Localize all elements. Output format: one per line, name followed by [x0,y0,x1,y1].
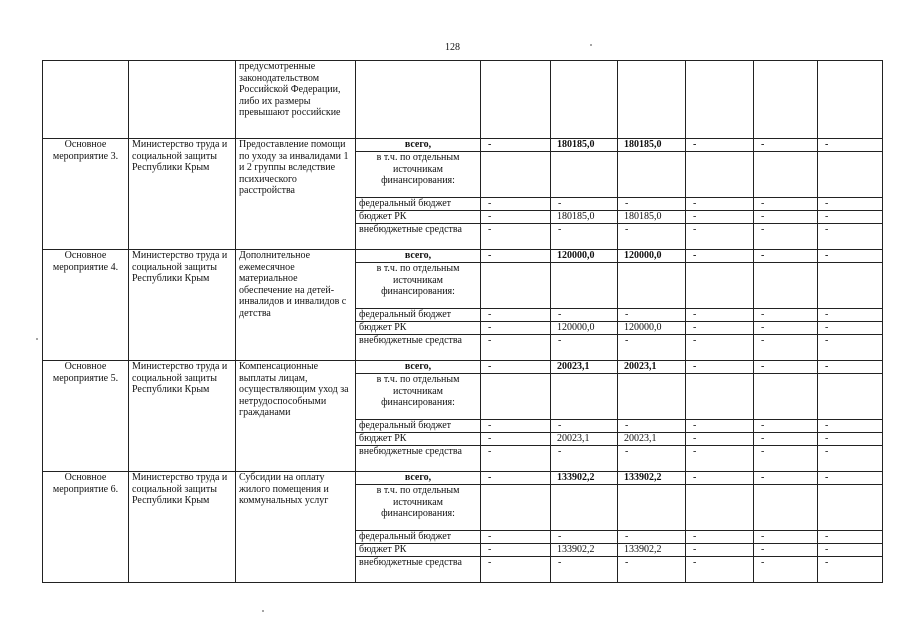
amount-cell [618,472,686,485]
amount-cell [818,211,883,224]
amount-cell [818,472,883,485]
empty-cell [618,152,686,198]
amount-cell [754,139,818,152]
financing-table [42,60,883,583]
amount-cell [551,309,618,322]
amount-cell [686,472,754,485]
amount-cell [551,322,618,335]
amount-cell [686,335,754,361]
source-label: федеральный бюджет [356,309,481,322]
amount-cell [686,322,754,335]
amount-value: - [761,224,765,235]
amount-value: - [625,557,629,568]
source-label: в т.ч. по отдельным источникам финансирования: [356,263,481,309]
amount-cell [754,433,818,446]
empty-cell [818,374,883,420]
amount-cell [481,557,551,583]
amount-value: - [825,557,829,568]
amount-cell [754,250,818,263]
amount-value: - [825,139,829,150]
amount-cell [818,433,883,446]
amount-value: - [825,446,829,457]
amount-cell [818,139,883,152]
amount-value: - [693,250,697,261]
source-row-total [43,139,883,152]
source-label: федеральный бюджет [356,420,481,433]
source-label: внебюджетные средства [356,446,481,472]
amount-cell [818,198,883,211]
amount-value: - [761,531,765,542]
amount-value: - [488,322,492,333]
empty-cell [754,374,818,420]
scan-speck [262,610,264,612]
amount-value: - [761,361,765,372]
amount-value: - [558,224,562,235]
amount-value: 120000,0 [624,250,662,261]
amount-cell [481,433,551,446]
amount-cell [551,544,618,557]
amount-value: 133902,2 [624,544,662,555]
amount-cell [686,544,754,557]
amount-value: 180185,0 [624,139,662,150]
empty-cell [686,152,754,198]
amount-value: - [625,420,629,431]
amount-cell [618,420,686,433]
amount-value: 133902,2 [557,472,595,483]
empty-cell [551,485,618,531]
amount-value: - [693,544,697,555]
amount-value: 180185,0 [557,211,595,222]
source-label: бюджет РК [356,211,481,224]
source-label: всего, [356,361,481,374]
amount-value: - [693,198,697,209]
amount-value: - [693,446,697,457]
amount-value: - [488,420,492,431]
amount-value: - [761,472,765,483]
amount-cell [551,224,618,250]
amount-cell [551,531,618,544]
amount-value: - [488,211,492,222]
amount-cell [754,557,818,583]
amount-value: - [761,139,765,150]
amount-cell [618,361,686,374]
amount-cell [754,544,818,557]
amount-value: - [761,557,765,568]
activity-executor: Министерство труда и социальной защиты Республики Крым [129,472,236,583]
executor-cell [129,61,236,139]
source-label: внебюджетные средства [356,335,481,361]
amount-cell [618,531,686,544]
amount-cell [618,433,686,446]
empty-cell [818,263,883,309]
amount-cell [618,544,686,557]
amount-value: - [693,211,697,222]
source-label: федеральный бюджет [356,198,481,211]
amount-cell [818,224,883,250]
amount-cell [481,224,551,250]
amount-value: - [693,224,697,235]
amount-value: 20023,1 [624,361,657,372]
amount-cell [686,446,754,472]
amount-value: - [488,433,492,444]
amount-value: - [488,544,492,555]
amount-cell [481,446,551,472]
amount-value: - [825,224,829,235]
amount-cell [618,139,686,152]
empty-cell [481,485,551,531]
amount-value: - [625,335,629,346]
empty-cell [618,485,686,531]
amount-value: - [761,211,765,222]
amount-cell [481,335,551,361]
amount-cell [818,250,883,263]
amount-cell [754,335,818,361]
amount-value: - [488,309,492,320]
amount-value: - [825,198,829,209]
amount-value: 120000,0 [624,322,662,333]
amount-value: - [488,446,492,457]
amount-value: 120000,0 [557,322,595,333]
amount-value: - [825,335,829,346]
empty-cell [818,485,883,531]
activity-description: Предоставление помощи по уходу за инвалидами 1 и 2 группы вследствие психического расстройства [236,139,356,250]
source-label: федеральный бюджет [356,531,481,544]
amount-cell [754,531,818,544]
empty-cell [481,152,551,198]
amount-value: - [693,433,697,444]
amount-cell [551,211,618,224]
amount-value: 133902,2 [557,544,595,555]
amount-value: - [488,250,492,261]
amount-cell [686,250,754,263]
amount-cell [754,211,818,224]
amount-value: - [825,420,829,431]
activity-executor: Министерство труда и социальной защиты Республики Крым [129,361,236,472]
amount-cell [481,361,551,374]
amount-value: - [761,250,765,261]
amount-value: - [825,531,829,542]
amount-cell [818,322,883,335]
empty-cell [618,263,686,309]
amount-value: - [825,309,829,320]
amount-cell [686,557,754,583]
amount-cell [481,544,551,557]
empty-cell [481,374,551,420]
amount-cell [481,309,551,322]
amount-cell [754,309,818,322]
activity-description: Дополнительное ежемесячное материальное обеспечение на детей-инвалидов и инвалидов с детства [236,250,356,361]
empty-cell [818,152,883,198]
empty-cell [686,374,754,420]
amount-cell [618,309,686,322]
amount-cell [818,557,883,583]
amount-cell [686,531,754,544]
amount-cell [754,420,818,433]
amount-cell [618,224,686,250]
amount-value: - [488,361,492,372]
activity-name-cell [43,61,129,139]
amount-value: 180185,0 [557,139,595,150]
amount-cell [618,322,686,335]
amount-value: - [558,420,562,431]
amount-value: - [825,250,829,261]
amount-value: - [625,198,629,209]
amount-cell [618,335,686,361]
amount-value: - [825,433,829,444]
amount-cell [686,361,754,374]
source-label: бюджет РК [356,544,481,557]
amount-value: - [558,557,562,568]
amount-value: - [625,224,629,235]
activity-executor: Министерство труда и социальной защиты Республики Крым [129,139,236,250]
amount-value: - [558,531,562,542]
empty-cell [551,152,618,198]
empty-cell [481,263,551,309]
amount-value: - [558,335,562,346]
amount-cell [754,472,818,485]
amount-value: 20023,1 [557,361,590,372]
continuation-row [43,61,883,139]
source-label: в т.ч. по отдельным источникам финансирования: [356,152,481,198]
amount-value: - [625,309,629,320]
empty-cell [754,152,818,198]
amount-value: - [825,472,829,483]
empty-cell [686,485,754,531]
amount-cell [754,224,818,250]
empty-cell [754,263,818,309]
amount-cell [481,420,551,433]
amount-value: - [488,224,492,235]
amount-value: - [693,361,697,372]
amount-value: - [488,139,492,150]
amount-value: - [693,557,697,568]
amount-cell [481,250,551,263]
amount-cell [618,211,686,224]
amount-cell [754,198,818,211]
amount-cell [551,472,618,485]
amount-cell [551,557,618,583]
amount-value: - [825,211,829,222]
amount-value: - [558,309,562,320]
amount-cell [686,420,754,433]
amount-cell [551,361,618,374]
amount-cell [754,322,818,335]
source-label: всего, [356,472,481,485]
page-number: 128 [445,42,460,53]
amount-value: 20023,1 [624,433,657,444]
activity-description: Компенсационные выплаты лицам, осуществляющим уход за нетрудоспособными гражданами [236,361,356,472]
amount-value: - [693,322,697,333]
amount-value: 120000,0 [557,250,595,261]
amount-value: - [488,531,492,542]
amount-cell [686,198,754,211]
empty-cell [686,263,754,309]
activity-name: Основное мероприятие 5. [43,361,129,472]
empty-cell [551,263,618,309]
amount-value: - [693,309,697,320]
source-label: всего, [356,139,481,152]
amount-value: - [625,446,629,457]
amount-cell [686,309,754,322]
activity-executor: Министерство труда и социальной защиты Республики Крым [129,250,236,361]
amount-cell [686,211,754,224]
source-row-total [43,361,883,374]
amount-cell [818,531,883,544]
amount-value: - [761,446,765,457]
activity-description: Субсидии на оплату жилого помещения и коммунальных услуг [236,472,356,583]
amount-value: - [761,335,765,346]
amount-cell [618,446,686,472]
source-label: внебюджетные средства [356,557,481,583]
amount-cell [551,420,618,433]
amount-value: 180185,0 [624,211,662,222]
scan-speck [590,44,592,46]
activity-name: Основное мероприятие 3. [43,139,129,250]
amount-value: - [761,198,765,209]
amount-value: - [761,433,765,444]
amount-cell [818,446,883,472]
amount-value: - [488,198,492,209]
source-label: бюджет РК [356,433,481,446]
amount-cell [551,335,618,361]
amount-cell [818,309,883,322]
amount-cell [754,446,818,472]
source-row-total [43,472,883,485]
amount-value: - [693,472,697,483]
amount-cell [686,224,754,250]
empty-cell [551,374,618,420]
amount-cell [481,531,551,544]
source-label: в т.ч. по отдельным источникам финансирования: [356,374,481,420]
amount-value: - [625,531,629,542]
source-label: бюджет РК [356,322,481,335]
amount-value: - [825,544,829,555]
amount-value: - [761,420,765,431]
amount-cell [818,335,883,361]
amount-cell [551,446,618,472]
amount-value: - [488,335,492,346]
amount-cell [686,433,754,446]
amount-cell [481,322,551,335]
amount-value: 133902,2 [624,472,662,483]
amount-value: - [488,557,492,568]
amount-value: - [558,446,562,457]
amount-value: - [693,335,697,346]
amount-cell [551,433,618,446]
amount-value: - [558,198,562,209]
scan-speck [36,338,38,340]
empty-cell [754,485,818,531]
activity-name: Основное мероприятие 6. [43,472,129,583]
amount-value: - [488,472,492,483]
empty-cell [618,374,686,420]
amount-value: - [693,139,697,150]
source-label: внебюджетные средства [356,224,481,250]
activity-name: Основное мероприятие 4. [43,250,129,361]
amount-cell [481,139,551,152]
activity-description: предусмотренные законодательством Российской Федерации, либо их размеры превышают российские [236,61,356,139]
source-label: в т.ч. по отдельным источникам финансирования: [356,485,481,531]
amount-cell [618,198,686,211]
amount-value: - [825,361,829,372]
source-label: всего, [356,250,481,263]
amount-cell [551,198,618,211]
amount-value: - [693,531,697,542]
amount-cell [551,139,618,152]
amount-cell [818,420,883,433]
amount-value: - [761,309,765,320]
amount-cell [754,361,818,374]
amount-cell [481,198,551,211]
amount-cell [818,361,883,374]
amount-value: - [761,322,765,333]
amount-value: - [825,322,829,333]
amount-cell [618,250,686,263]
amount-cell [481,472,551,485]
amount-value: 20023,1 [557,433,590,444]
amount-cell [481,211,551,224]
source-row-total [43,250,883,263]
amount-value: - [761,544,765,555]
amount-cell [551,250,618,263]
amount-cell [686,139,754,152]
amount-cell [818,544,883,557]
amount-cell [618,557,686,583]
amount-value: - [693,420,697,431]
